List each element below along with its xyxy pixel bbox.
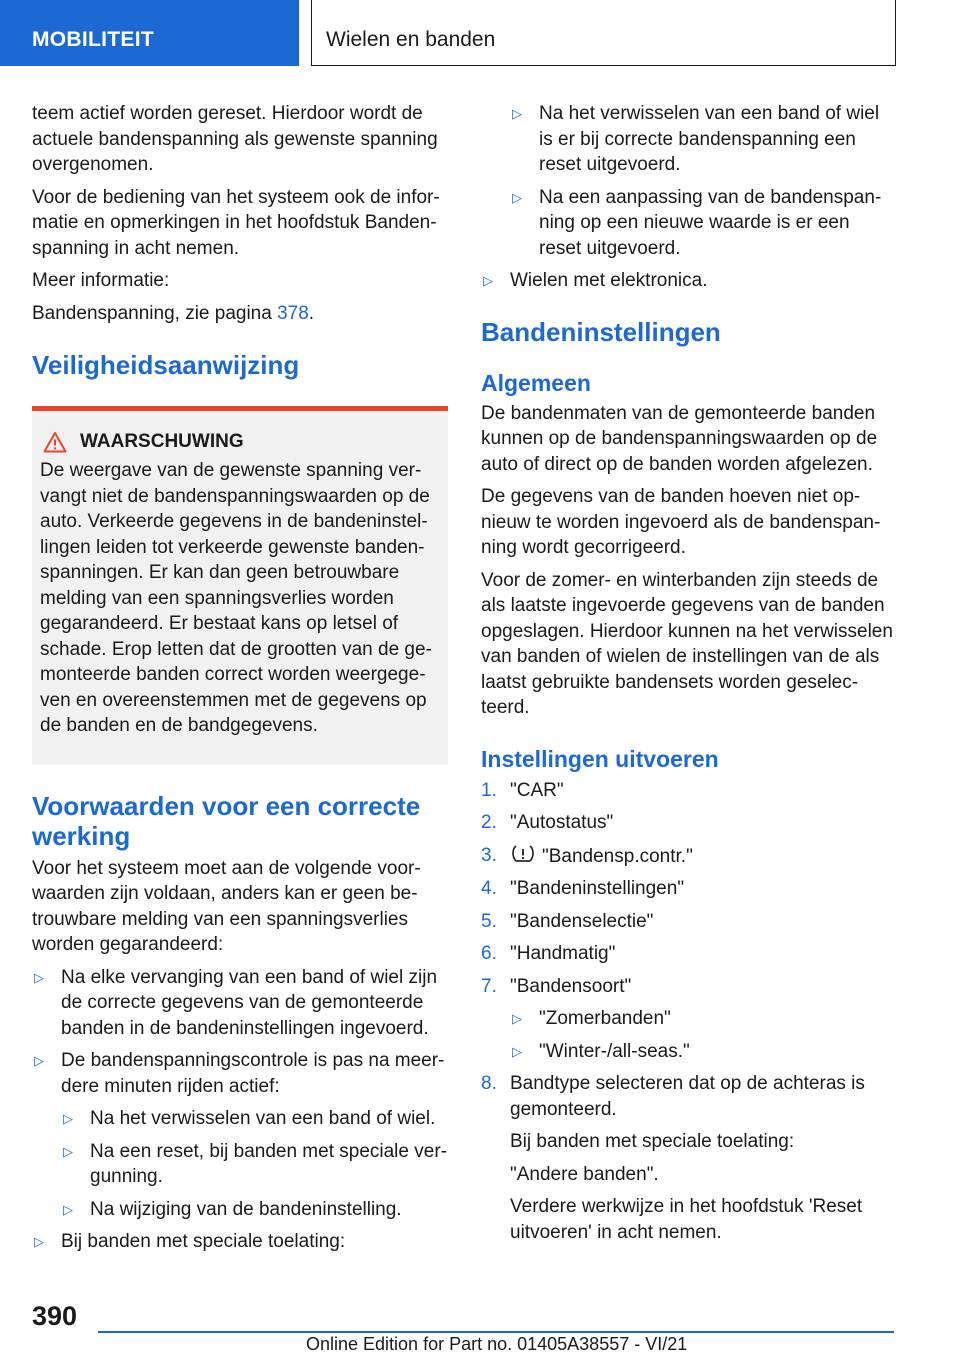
reference-end: .: [308, 302, 315, 324]
conditions-intro: Voor het systeem moet aan de volgende voorwaarden zijn voldaan, anders kan er geen betrouwbare melding van een spanningsverlies worden gegarandeerd:: [32, 857, 421, 955]
chapter-title: Wielen en banden: [326, 28, 496, 51]
step-text: Bandtype selecteren dat op de achteras is gemonteerd.: [510, 1073, 865, 1120]
page-number: 390: [32, 1301, 78, 1331]
triangle-bullet-icon: ▷: [63, 1201, 73, 1217]
step-item: [481, 843, 897, 870]
triangle-bullet-icon: ▷: [512, 1043, 522, 1059]
list-item-text: Na elke vervanging van een band of wiel zijn de correcte gegevens van de gemonteerde banden in de bandeninstellingen ingevoerd.: [61, 966, 438, 1039]
list-item: [510, 185, 897, 262]
step-text: "CAR": [510, 779, 564, 801]
step-number: 3.: [481, 844, 497, 866]
step-item: [481, 1071, 897, 1245]
page-link[interactable]: 378: [277, 302, 309, 324]
list-item-text: "Winter-/all-seas.": [539, 1040, 690, 1062]
section-title: MOBILITEIT: [32, 28, 154, 51]
step-number: 6.: [481, 943, 497, 964]
electronics-list: [481, 268, 897, 294]
step-item: [481, 909, 897, 935]
warning-title: WAARSCHUWING: [80, 431, 244, 452]
general-paragraph-2: De gegevens van de banden hoeven niet opnieuw te worden ingevoerd als de bandenspanning wordt gecorrigeerd.: [481, 486, 881, 558]
step-number: 4.: [481, 878, 497, 899]
triangle-bullet-icon: ▷: [512, 106, 522, 121]
tyre-pressure-icon: [510, 843, 536, 865]
step-item: [481, 974, 897, 1065]
step-number: 1.: [481, 779, 497, 801]
list-item: [32, 1048, 448, 1222]
step-item: [481, 941, 897, 967]
right-column: [481, 101, 897, 1252]
step-item: [481, 778, 897, 804]
general-heading: Algemeen: [481, 369, 591, 396]
operation-paragraph: Voor de bediening van het systeem ook de informatie en opmerkingen in het hoofdstuk Bandenspanning in acht nemen.: [32, 186, 440, 259]
step-note: Verdere werkwijze in het hoofdstuk 'Reset uitvoeren' in acht nemen.: [510, 1196, 863, 1243]
footer-divider: [98, 1331, 894, 1333]
procedure-heading: Instellingen uitvoeren: [481, 745, 719, 772]
reference-text: Bandenspanning, zie pagina: [32, 302, 278, 324]
sub-conditions-list: [61, 1106, 448, 1222]
list-item-text: Wielen met elektronica.: [510, 270, 708, 291]
list-item: [61, 1106, 448, 1132]
tyre-type-list: [510, 1006, 897, 1064]
step-number: 5.: [481, 910, 497, 932]
general-paragraph-3: Voor de zomer- en winterbanden zijn steeds de als laatste ingevoerde gegevens van de banden opgeslagen. Hierdoor kunnen na het verwisselen van banden of wielen de instellingen van de als laatst gebruikte bandensets worden geselecteerd.: [481, 569, 893, 718]
list-item-text: Na het verwisselen van een band of wiel.: [90, 1108, 436, 1129]
list-item: [481, 268, 897, 294]
triangle-bullet-icon: ▷: [483, 273, 493, 288]
procedure-steps: [481, 778, 897, 1246]
reset-list: [510, 101, 897, 261]
step-text: "Bandensoort": [510, 975, 632, 997]
tyre-settings-heading: Bandeninstellingen: [481, 316, 721, 347]
triangle-bullet-icon: ▷: [34, 1234, 44, 1249]
warning-box: [32, 406, 448, 765]
section-tab: [0, 0, 299, 66]
triangle-bullet-icon: ▷: [512, 1011, 522, 1026]
safety-heading: Veiligheidsaanwijzing: [32, 350, 300, 380]
warning-title-row: [40, 431, 440, 453]
list-item: [510, 1006, 897, 1032]
list-item-text: De bandenspanningscontrole is pas na meerdere minuten rijden actief:: [61, 1050, 445, 1097]
list-item: [32, 965, 448, 1042]
list-item-text: "Zomerbanden": [539, 1008, 671, 1029]
step-note: "Andere banden".: [510, 1163, 659, 1185]
triangle-bullet-icon: ▷: [512, 189, 522, 205]
triangle-bullet-icon: ▷: [63, 1111, 73, 1126]
step-text: "Bandensp.contr.": [542, 845, 693, 867]
step-text: "Bandenselectie": [510, 910, 654, 932]
cross-reference: [32, 301, 448, 327]
step-text: "Handmatig": [510, 943, 616, 964]
edition-text: Online Edition for Part no. 01405A38557 - VI/21: [306, 1334, 688, 1354]
list-item-text: Na het verwisselen van een band of wiel is er bij correcte bandenspanning een reset uitgevoerd.: [539, 103, 880, 175]
warning-text: De weergave van de gewenste spanning vervangt niet de bandenspanningswaarden op de auto. Verkeerde gegevens in de bandeninstellingen leiden tot verkeerde gewenste bandenspanningen. Er kan dan geen betrouwbare melding van een spanningsverlies worden gegarandeerd. Er bestaat kans op letsel of schade. Erop letten dat de grootten van de gemonteerde banden correct worden weergegeven en overeenstemmen met de gegevens op de banden en de bandgegevens.: [40, 460, 432, 736]
left-column: [32, 101, 448, 1262]
conditions-list: [32, 965, 448, 1255]
list-item: [61, 1197, 448, 1223]
general-paragraph-1: De bandenmaten van de gemonteerde banden kunnen op de bandenspanningswaarden op de auto of direct op de banden worden afgelezen.: [481, 402, 878, 475]
chapter-tab: [311, 0, 896, 66]
step-text: "Bandeninstellingen": [510, 878, 685, 899]
list-item: [510, 1039, 897, 1065]
triangle-bullet-icon: ▷: [34, 969, 44, 985]
list-item: [32, 1229, 448, 1255]
step-text: "Autostatus": [510, 812, 614, 833]
step-item: [481, 876, 897, 902]
list-item-text: Na een reset, bij banden met speciale vergunning.: [90, 1140, 447, 1187]
list-item: [510, 101, 897, 178]
step-number: 7.: [481, 975, 497, 997]
step-note: Bij banden met speciale toelating:: [510, 1131, 795, 1152]
more-info-label: Meer informatie:: [32, 270, 170, 291]
step-number: 2.: [481, 812, 497, 833]
list-item-text: Na wijziging van de bandeninstelling.: [90, 1198, 402, 1220]
conditions-heading: Voorwaarden voor een correcte werking: [32, 790, 421, 851]
intro-paragraph: teem actief worden gereset. Hierdoor wordt de actuele bandenspanning als gewenste spanning overgenomen.: [32, 103, 438, 175]
warning-triangle-icon: [43, 431, 67, 453]
triangle-bullet-icon: ▷: [34, 1053, 44, 1068]
step-item: [481, 810, 897, 836]
list-item-text: Na een aanpassing van de bandenspanning op een nieuwe waarde is er een reset uitgevoerd.: [539, 186, 882, 259]
step-number: 8.: [481, 1073, 497, 1094]
list-item: [61, 1139, 448, 1190]
triangle-bullet-icon: ▷: [63, 1143, 73, 1159]
list-item-text: Bij banden met speciale toelating:: [61, 1231, 346, 1252]
